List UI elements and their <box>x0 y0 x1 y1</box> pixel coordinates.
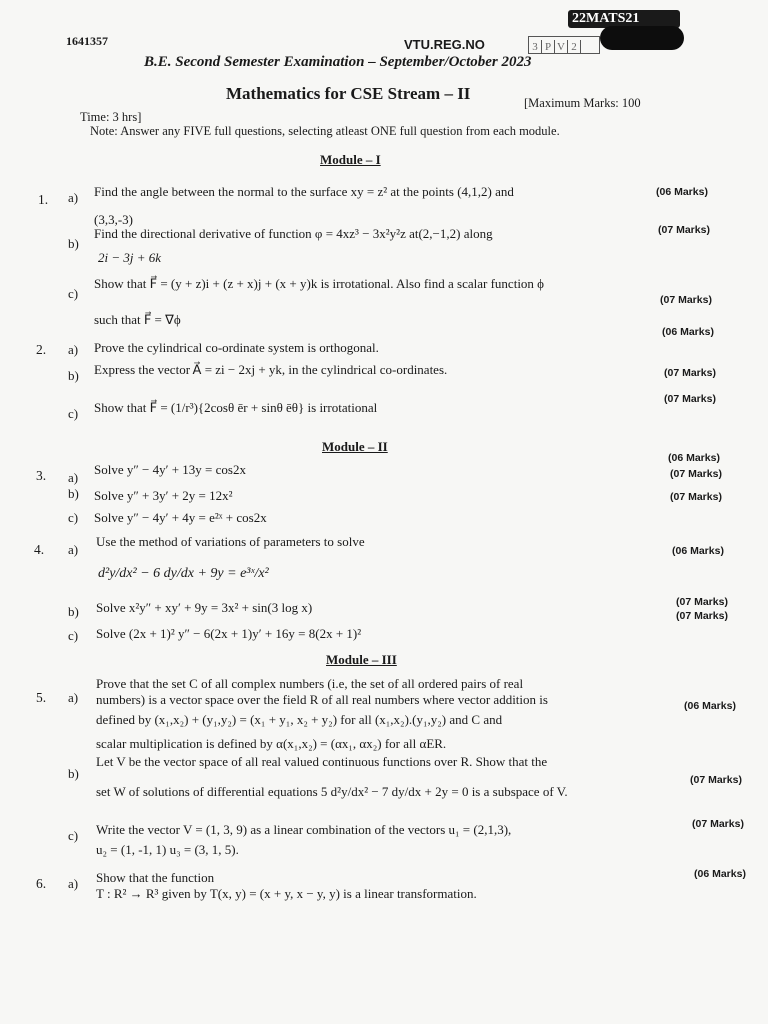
marks-label: (07 Marks) <box>658 224 710 236</box>
sub-label: a) <box>68 542 79 557</box>
sub-label: a) <box>68 342 79 357</box>
question-text: scalar multiplication is defined by α(x₁,x₂) = (αx₁, αx₂) for all αER. <box>96 736 447 751</box>
reg-number-box <box>528 36 600 54</box>
sub-label: b) <box>68 604 79 619</box>
question-text: Solve y″ − 4y′ + 13y = cos2x <box>94 462 246 477</box>
module-heading: Module – II <box>322 439 388 454</box>
question-text: Find the directional derivative of function φ = 4xz³ − 3x²y²z at(2,−1,2) along <box>94 226 493 241</box>
reg-label: VTU.REG.NO <box>404 37 485 52</box>
module-heading: Module – III <box>326 652 397 667</box>
sub-label: b) <box>68 236 79 251</box>
marks-label: (07 Marks) <box>670 491 722 503</box>
marks-label: (07 Marks) <box>664 393 716 405</box>
marks-label: (07 Marks) <box>676 596 728 608</box>
sub-label: b) <box>68 766 79 781</box>
sub-label: a) <box>68 690 79 705</box>
marks-label: (07 Marks) <box>676 610 728 622</box>
question-text: Solve y″ + 3y′ + 2y = 12x² <box>94 488 233 503</box>
sub-label: b) <box>68 368 79 383</box>
sub-label: c) <box>68 510 79 525</box>
question-text: such that F⃗ = ∇ϕ <box>94 312 181 327</box>
question-number: 1. <box>38 192 49 207</box>
reg-cell: P <box>542 40 555 54</box>
question-text: Solve y″ − 4y′ + 4y = e²ˣ + cos2x <box>94 510 267 525</box>
sub-label: c) <box>68 628 79 643</box>
marks-label: (07 Marks) <box>670 468 722 480</box>
marks-label: (06 Marks) <box>684 700 736 712</box>
marks-label: (06 Marks) <box>672 545 724 557</box>
sub-label: c) <box>68 828 79 843</box>
question-text: defined by (x₁,x₂) + (y₁,y₂) = (x₁ + y₁, x₂ + y₂) for all (x₁,x₂).(y₁,y₂) and C and <box>96 712 503 727</box>
redaction-blob <box>600 26 684 50</box>
question-text: u₂ = (1, -1, 1) u₃ = (3, 1, 5). <box>96 842 239 857</box>
question-number: 3. <box>36 468 47 483</box>
marks-label: (07 Marks) <box>664 367 716 379</box>
marks-label: (07 Marks) <box>692 818 744 830</box>
question-text: Solve x²y″ + xy′ + 9y = 3x² + sin(3 log x) <box>96 600 313 615</box>
marks-label: (07 Marks) <box>690 774 742 786</box>
question-text: 2i − 3j + 6k <box>98 250 162 265</box>
sub-label: b) <box>68 486 79 501</box>
sub-label: c) <box>68 286 79 301</box>
question-text: Prove the cylindrical co-ordinate system is orthogonal. <box>94 340 379 355</box>
exam-title: B.E. Second Semester Examination – September/October 2023 <box>144 54 532 70</box>
serial-number: 1641357 <box>66 34 108 48</box>
marks-label: (07 Marks) <box>660 294 712 306</box>
sub-label: a) <box>68 876 79 891</box>
question-text: Show that F⃗ = (1/r³){2cosθ ēr + sinθ ēθ} is irrotational <box>94 400 378 415</box>
sub-label: c) <box>68 406 79 421</box>
instructions-note: Note: Answer any FIVE full questions, selecting atleast ONE full question from each module. <box>90 124 560 138</box>
reg-cell: V <box>555 40 568 54</box>
question-text: Write the vector V = (1, 3, 9) as a linear combination of the vectors u₁ = (2,1,3), <box>96 822 512 837</box>
reg-cell: 3 <box>529 40 542 54</box>
marks-label: (06 Marks) <box>656 186 708 198</box>
question-text: set W of solutions of differential equations 5 d²y/dx² − 7 dy/dx + 2y = 0 is a subspace of V. <box>96 784 568 799</box>
question-text: Prove that the set C of all complex numbers (i.e, the set of all ordered pairs of real <box>96 676 524 691</box>
max-marks: [Maximum Marks: 100 <box>524 96 641 110</box>
sub-label: a) <box>68 190 79 205</box>
reg-cell: 2 <box>568 40 581 54</box>
sub-label: a) <box>68 470 79 485</box>
question-text: Show that the function <box>96 870 215 885</box>
question-text: Express the vector A⃗ = zi − 2xj + yk, in the cylindrical co-ordinates. <box>94 362 448 377</box>
question-number: 4. <box>34 542 45 557</box>
question-text: Let V be the vector space of all real valued continuous functions over R. Show that the <box>96 754 548 769</box>
question-number: 6. <box>36 876 47 891</box>
question-text: (3,3,-3) <box>94 212 133 227</box>
time-label: Time: 3 hrs] <box>80 110 142 124</box>
subject-title: Mathematics for CSE Stream – II <box>226 84 471 103</box>
question-text: T : R² → R³ given by T(x, y) = (x + y, x − y, y) is a linear transformation. <box>96 886 477 901</box>
question-text: numbers) is a vector space over the field R of all real numbers where vector addition is <box>96 692 548 707</box>
question-text: Show that F⃗ = (y + z)i + (z + x)j + (x + y)k is irrotational. Also find a scalar function ϕ <box>94 276 545 291</box>
question-text: Find the angle between the normal to the surface xy = z² at the points (4,1,2) and <box>94 184 514 199</box>
question-text: Use the method of variations of parameters to solve <box>96 534 365 549</box>
question-text: Solve (2x + 1)² y″ − 6(2x + 1)y′ + 16y = 8(2x + 1)² <box>96 626 362 641</box>
question-number: 5. <box>36 690 47 705</box>
marks-label: (06 Marks) <box>662 326 714 338</box>
marks-label: (06 Marks) <box>694 868 746 880</box>
module-heading: Module – I <box>320 152 381 167</box>
paper-code: 22MATS21 <box>572 11 640 26</box>
question-number: 2. <box>36 342 47 357</box>
marks-label: (06 Marks) <box>668 452 720 464</box>
equation: d²y/dx² − 6 dy/dx + 9y = e³ˣ/x² <box>98 566 269 581</box>
